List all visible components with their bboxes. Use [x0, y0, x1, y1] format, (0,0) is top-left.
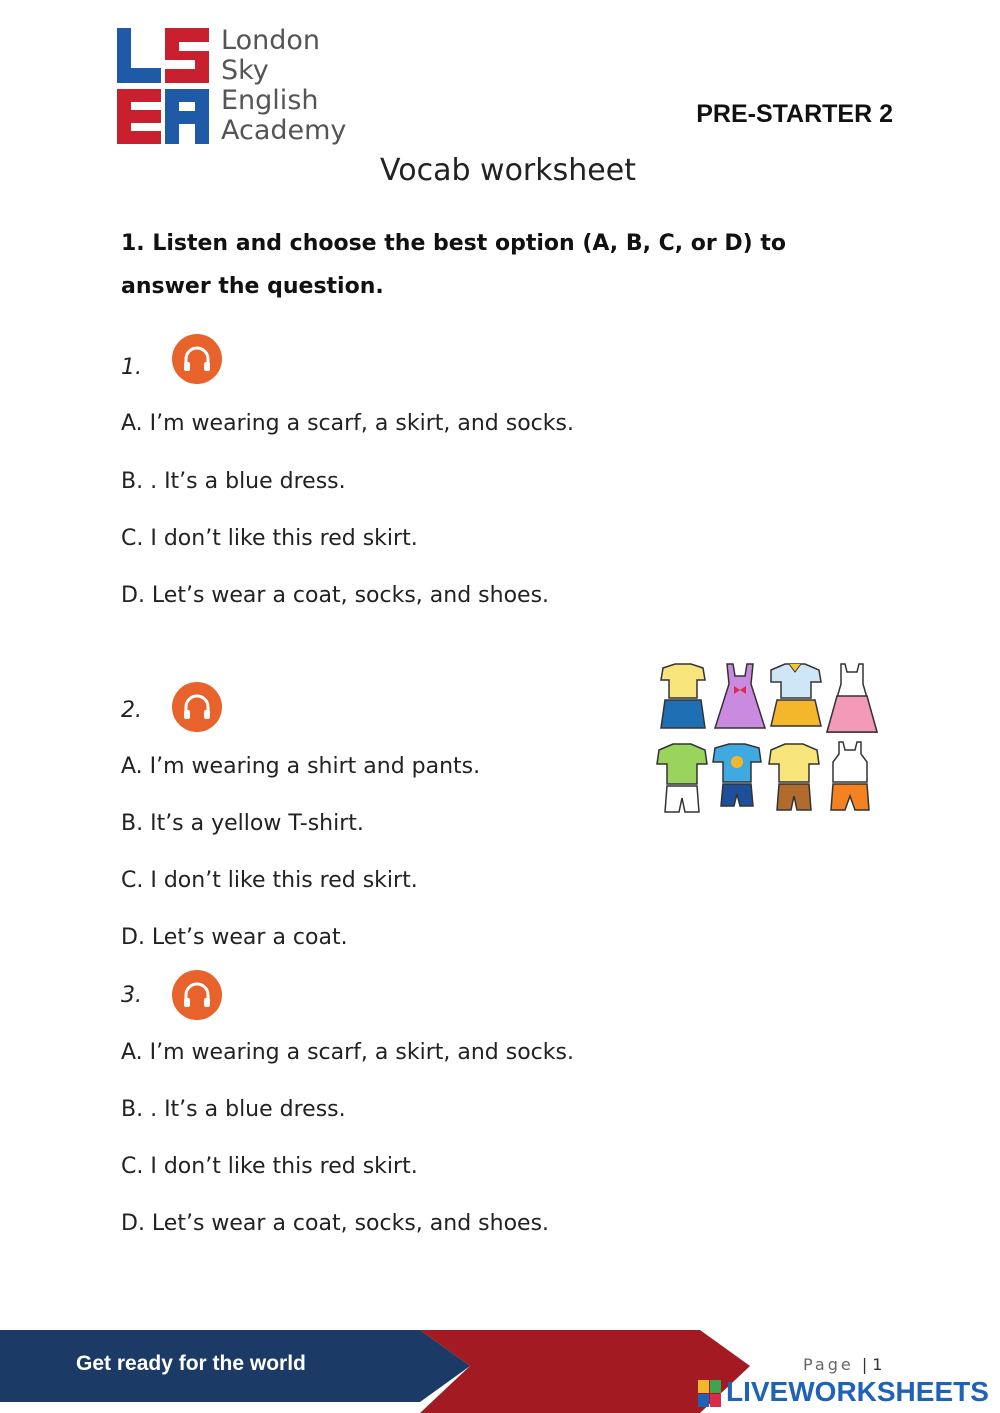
- blouse-skirt-outfit-icon: [771, 664, 821, 726]
- footer-slogan: Get ready for the world: [76, 1352, 306, 1375]
- page-label: Page: [803, 1355, 854, 1374]
- option-c: C. I don’t like this red skirt.: [121, 868, 418, 893]
- clothes-illustration: [655, 662, 880, 817]
- option-a: A. I’m wearing a scarf, a skirt, and socks.: [121, 1040, 574, 1065]
- audio-play-button[interactable]: [172, 970, 222, 1020]
- tshirt-shorts-outfit-icon: [713, 744, 761, 806]
- logo-mark: [117, 28, 209, 144]
- liveworksheets-logo-icon: [698, 1380, 722, 1408]
- logo-line: London: [221, 25, 320, 56]
- question-number: 1.: [121, 355, 142, 380]
- logo-line: Sky: [221, 55, 269, 86]
- page-number-value: | 1: [861, 1355, 883, 1374]
- shirt-skirt-outfit-icon: [661, 664, 705, 728]
- question-number: 2.: [121, 698, 142, 723]
- option-c: C. I don’t like this red skirt.: [121, 526, 418, 551]
- page-number: [803, 1355, 882, 1374]
- logo-line: English: [221, 85, 319, 116]
- logo-text: [221, 26, 346, 146]
- dress-pink-icon: [827, 664, 877, 732]
- option-d: D. Let’s wear a coat, socks, and shoes.: [121, 1211, 550, 1236]
- option-a: A. I’m wearing a shirt and pants.: [121, 754, 481, 779]
- option-d: D. Let’s wear a coat, socks, and shoes.: [121, 583, 550, 608]
- audio-play-button[interactable]: [172, 334, 222, 384]
- page-title: Vocab worksheet: [380, 153, 636, 188]
- audio-play-button[interactable]: [172, 682, 222, 732]
- instruction: 1. Listen and choose the best option (A, B, C, or D) to answer the question.: [121, 231, 786, 299]
- level-label: PRE-STARTER 2: [696, 100, 893, 128]
- option-b: B. . It’s a blue dress.: [121, 469, 346, 494]
- headphones-icon: [172, 970, 222, 1020]
- hoodie-shorts-outfit-icon: [657, 744, 707, 812]
- tanktop-shorts-outfit-icon: [831, 742, 869, 810]
- headphones-icon: [172, 682, 222, 732]
- option-a: A. I’m wearing a scarf, a skirt, and socks.: [121, 411, 574, 436]
- question-number: 3.: [121, 983, 142, 1008]
- dress-purple-icon: [715, 664, 765, 728]
- logo-line: Academy: [221, 115, 347, 146]
- option-b: B. It’s a yellow T-shirt.: [121, 811, 364, 836]
- option-c: C. I don’t like this red skirt.: [121, 1154, 418, 1179]
- polo-shorts-outfit-icon: [769, 744, 819, 810]
- liveworksheets-brand: LIVEWORKSHEETS: [726, 1376, 989, 1407]
- headphones-icon: [172, 334, 222, 384]
- option-d: D. Let’s wear a coat.: [121, 925, 348, 950]
- option-b: B. . It’s a blue dress.: [121, 1097, 346, 1122]
